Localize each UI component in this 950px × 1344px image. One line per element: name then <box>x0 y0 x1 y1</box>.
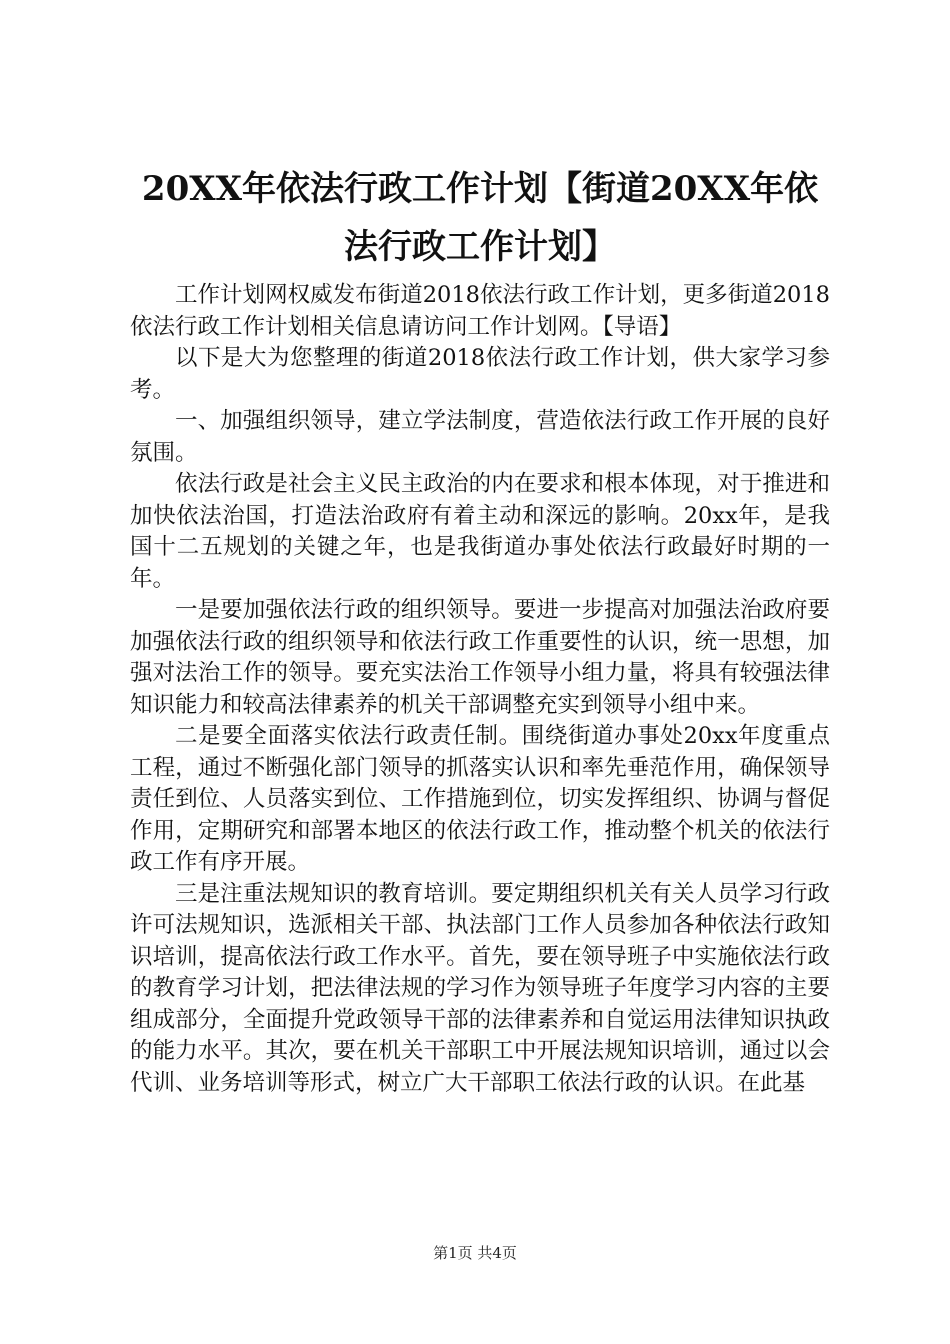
paragraph-point-three: 三是注重法规知识的教育培训。要定期组织机关有关人员学习行政许可法规知识，选派相关干部、执法部门工作人员参加各种依法行政知识培训，提高依法行政工作水平。首先，要在领导班子中实施依法行政的教育学习计划，把法律法规的学习作为领导班子年度学习内容的主要组成部分，全面提升党政领导干部的法律素养和自觉运用法律知识执政的能力水平。其次，要在机关干部职工中开展法规知识培训，通过以会代训、业务培训等形式，树立广大干部职工依法行政的认识。在此基 <box>130 880 830 1096</box>
document-page <box>130 160 830 1099</box>
paragraph-intro: 工作计划网权威发布街道2018依法行政工作计划，更多街道2018依法行政工作计划相关信息请访问工作计划网。【导语】 <box>130 282 830 340</box>
document-body <box>130 280 830 1099</box>
paragraph-lead: 以下是大为您整理的街道2018依法行政工作计划，供大家学习参考。 <box>130 345 830 403</box>
paragraph-section-heading: 一、加强组织领导，建立学法制度，营造依法行政工作开展的良好氛围。 <box>130 408 830 466</box>
page-number-footer: 第1页 共4页 <box>433 1244 517 1262</box>
paragraph-point-two: 二是要全面落实依法行政责任制。围绕街道办事处20xx年度重点工程，通过不断强化部门领导的抓落实认识和率先垂范作用，确保领导责任到位、人员落实到位、工作措施到位，切实发挥组织、协调与督促作用，定期研究和部署本地区的依法行政工作，推动整个机关的依法行政工作有序开展。 <box>130 723 830 875</box>
paragraph-background: 依法行政是社会主义民主政治的内在要求和根本体现，对于推进和加快依法治国，打造法治政府有着主动和深远的影响。20xx年，是我国十二五规划的关键之年，也是我街道办事处依法行政最好时期的一年。 <box>130 471 830 592</box>
paragraph-point-one: 一是要加强依法行政的组织领导。要进一步提高对加强法治政府要加强依法行政的组织领导和依法行政工作重要性的认识，统一思想，加强对法治工作的领导。要充实法治工作领导小组力量，将具有较强法律知识能力和较高法律素养的机关干部调整充实到领导小组中来。 <box>130 597 830 718</box>
document-title: 20XX年依法行政工作计划【街道20XX年依法行政工作计划】 <box>141 169 819 267</box>
